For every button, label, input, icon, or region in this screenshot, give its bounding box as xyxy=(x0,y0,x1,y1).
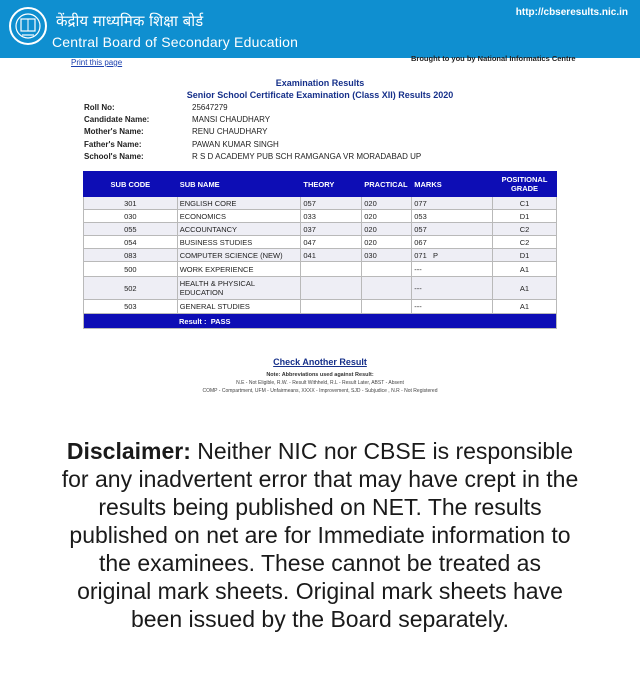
table-header-row xyxy=(84,172,557,197)
results-heading: Examination Results xyxy=(275,78,365,88)
theory-cell xyxy=(301,300,362,314)
father-name-value: PAWAN KUMAR SINGH xyxy=(192,140,279,149)
cbse-logo-icon xyxy=(8,6,48,46)
table-row xyxy=(84,249,557,262)
school-name-label: School's Name: xyxy=(84,152,144,161)
brought-by-text: Brought to you by National Informatics Centre xyxy=(411,54,576,63)
sub-code-cell: 500 xyxy=(84,262,178,277)
candidate-name-label: Candidate Name: xyxy=(84,115,150,124)
marks-cell: 077 xyxy=(412,197,493,210)
practical-cell: 020 xyxy=(362,236,412,249)
grade-cell: D1 xyxy=(493,249,557,262)
table-row xyxy=(84,262,557,277)
theory-cell: 033 xyxy=(301,210,362,223)
check-another-result-link[interactable]: Check Another Result xyxy=(273,357,367,367)
table-row xyxy=(84,197,557,210)
roll-label: Roll No: xyxy=(84,103,115,112)
disclaimer-lead: Disclaimer: xyxy=(66,438,191,464)
grade-cell: A1 xyxy=(493,277,557,300)
sub-name-cell: BUSINESS STUDIES xyxy=(177,236,301,249)
sub-name-cell: HEALTH & PHYSICAL EDUCATION xyxy=(177,277,301,300)
table-row xyxy=(84,223,557,236)
result-cell xyxy=(84,314,557,329)
sub-code-cell: 055 xyxy=(84,223,178,236)
col-header-sub-code: SUB CODE xyxy=(84,172,178,197)
theory-cell xyxy=(301,277,362,300)
col-header-practical: PRACTICAL xyxy=(362,172,412,197)
col-header-marks: MARKS xyxy=(412,172,493,197)
sub-code-cell: 083 xyxy=(84,249,178,262)
sub-code-cell: 503 xyxy=(84,300,178,314)
table-row xyxy=(84,210,557,223)
theory-cell: 047 xyxy=(301,236,362,249)
abbreviations-line-1: N.E - Not Eligible, R.W. - Result Withheld, R.L - Result Later, ABST - Absent xyxy=(236,380,404,386)
father-name-label: Father's Name: xyxy=(84,140,142,149)
sub-name-cell: ENGLISH CORE xyxy=(177,197,301,210)
marks-cell: 057 xyxy=(412,223,493,236)
table-row xyxy=(84,300,557,314)
grade-cell: C2 xyxy=(493,236,557,249)
sub-code-cell: 502 xyxy=(84,277,178,300)
site-header xyxy=(0,0,640,58)
practical-cell xyxy=(362,277,412,300)
disclaimer-body: Neither NIC nor CBSE is responsible for any inadvertent error that may have crept in the results being published on NET. The results published on net are for Immediate information to the examinees. These cannot be treated as original mark sheets. Original mark sheets have been issued by the Board separately. xyxy=(61,438,579,632)
theory-cell: 057 xyxy=(301,197,362,210)
site-title-english: Central Board of Secondary Education xyxy=(52,34,299,50)
sub-name-cell: WORK EXPERIENCE xyxy=(177,262,301,277)
marks-cell: --- xyxy=(412,277,493,300)
marks-cell: 053 xyxy=(412,210,493,223)
practical-cell: 020 xyxy=(362,197,412,210)
col-header-sub-name: SUB NAME xyxy=(177,172,301,197)
marks-cell: 067 xyxy=(412,236,493,249)
result-label: Result : xyxy=(179,316,207,326)
sub-name-cell: ACCOUNTANCY xyxy=(177,223,301,236)
practical-cell xyxy=(362,262,412,277)
marks-table xyxy=(83,171,557,329)
abbreviations-line-2: COMP - Compartment, UFM - Unfairmeans, XXXX - Improvement, SJD - Subjudice , N.R - Not Registered xyxy=(202,388,438,394)
table-row xyxy=(84,277,557,300)
theory-cell xyxy=(301,262,362,277)
sub-code-cell: 054 xyxy=(84,236,178,249)
sub-code-cell: 301 xyxy=(84,197,178,210)
grade-cell: A1 xyxy=(493,262,557,277)
disclaimer-text xyxy=(60,437,580,633)
practical-cell: 020 xyxy=(362,210,412,223)
col-header-theory: THEORY xyxy=(301,172,362,197)
grade-cell: D1 xyxy=(493,210,557,223)
table-row xyxy=(84,236,557,249)
sub-code-cell: 030 xyxy=(84,210,178,223)
result-value: PASS xyxy=(210,316,231,326)
site-title-hindi: केंद्रीय माध्यमिक शिक्षा बोर्ड xyxy=(56,12,204,30)
sub-name-cell: COMPUTER SCIENCE (NEW) xyxy=(177,249,301,262)
roll-value: 25647279 xyxy=(192,103,228,112)
exam-name: Senior School Certificate Examination (Class XII) Results 2020 xyxy=(186,90,454,100)
marks-cell: 071 P xyxy=(412,249,493,262)
sub-name-cell: ECONOMICS xyxy=(177,210,301,223)
sub-name-cell: GENERAL STUDIES xyxy=(177,300,301,314)
mother-name-label: Mother's Name: xyxy=(84,127,144,136)
mother-name-value: RENU CHAUDHARY xyxy=(192,127,268,136)
site-url[interactable]: http://cbseresults.nic.in xyxy=(515,7,628,18)
marks-cell: --- xyxy=(412,262,493,277)
print-page-link[interactable]: Print this page xyxy=(71,58,123,67)
theory-cell: 037 xyxy=(301,223,362,236)
practical-cell: 020 xyxy=(362,223,412,236)
practical-cell xyxy=(362,300,412,314)
grade-cell: A1 xyxy=(493,300,557,314)
col-header-grade: POSITIONAL GRADE xyxy=(493,172,557,197)
result-row xyxy=(84,314,557,329)
practical-cell: 030 xyxy=(362,249,412,262)
marks-cell: --- xyxy=(412,300,493,314)
candidate-name-value: MANSI CHAUDHARY xyxy=(192,115,271,124)
grade-cell: C2 xyxy=(493,223,557,236)
abbreviations-note: Note: Abbreviations used against Result: xyxy=(266,372,374,378)
grade-cell: C1 xyxy=(493,197,557,210)
school-name-value: R S D ACADEMY PUB SCH RAMGANGA VR MORADABAD UP xyxy=(192,152,422,161)
theory-cell: 041 xyxy=(301,249,362,262)
